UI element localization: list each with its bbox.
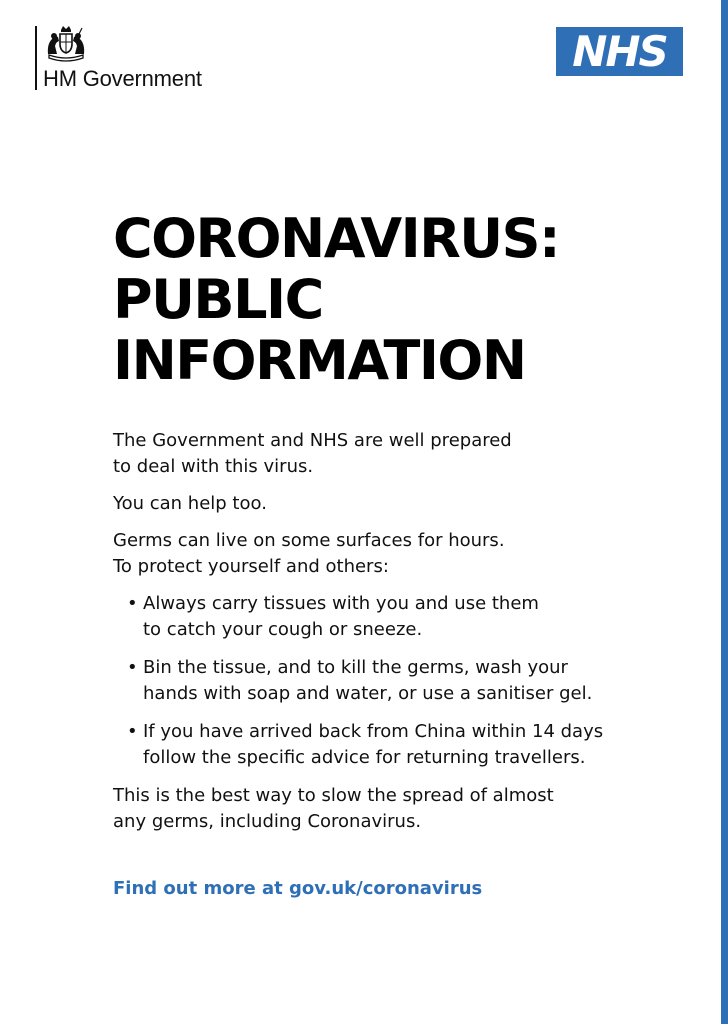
text-line: any germs, including Coronavirus. [113,811,422,832]
text-line: Bin the tissue, and to kill the germs, wash your [143,657,568,678]
text-line: To protect yourself and others: [113,556,389,577]
closing-paragraph [113,783,673,835]
text-line: If you have arrived back from China within 14 days [143,721,604,742]
bullet-icon: • [127,593,138,614]
text-line: hands with soap and water, or use a sanitiser gel. [143,683,593,704]
text-line: follow the specific advice for returning travellers. [143,747,586,768]
logo-divider [35,26,37,90]
bullet-icon: • [127,721,138,742]
right-edge-stripe [721,0,728,1024]
poster-body [113,428,673,846]
text-line: Always carry tissues with you and use them [143,593,539,614]
nhs-logo-text: NHS [572,27,667,76]
find-out-more-link[interactable]: Find out more at gov.uk/coronavirus [113,878,483,899]
list-item [127,655,673,707]
text-line: You can help too. [113,493,267,514]
hm-government-logo [35,24,202,90]
hm-government-label: HM Government [43,66,202,91]
nhs-logo [556,27,683,76]
title-line: CORONAVIRUS: [113,207,560,270]
list-item [127,719,673,771]
advice-list [113,591,673,771]
poster-title [113,208,559,391]
title-line: INFORMATION [113,329,526,392]
title-line: PUBLIC [113,268,323,331]
text-line: This is the best way to slow the spread of almost [113,785,554,806]
text-line: to deal with this virus. [113,456,314,477]
text-line: to catch your cough or sneeze. [143,619,423,640]
germs-paragraph [113,528,673,580]
text-line: The Government and NHS are well prepared [113,430,512,451]
text-line: Germs can live on some surfaces for hours. [113,530,505,551]
list-item [127,591,673,643]
intro-paragraph [113,428,673,480]
bullet-icon: • [127,657,138,678]
help-paragraph [113,491,673,517]
royal-coat-of-arms-icon [43,24,89,62]
